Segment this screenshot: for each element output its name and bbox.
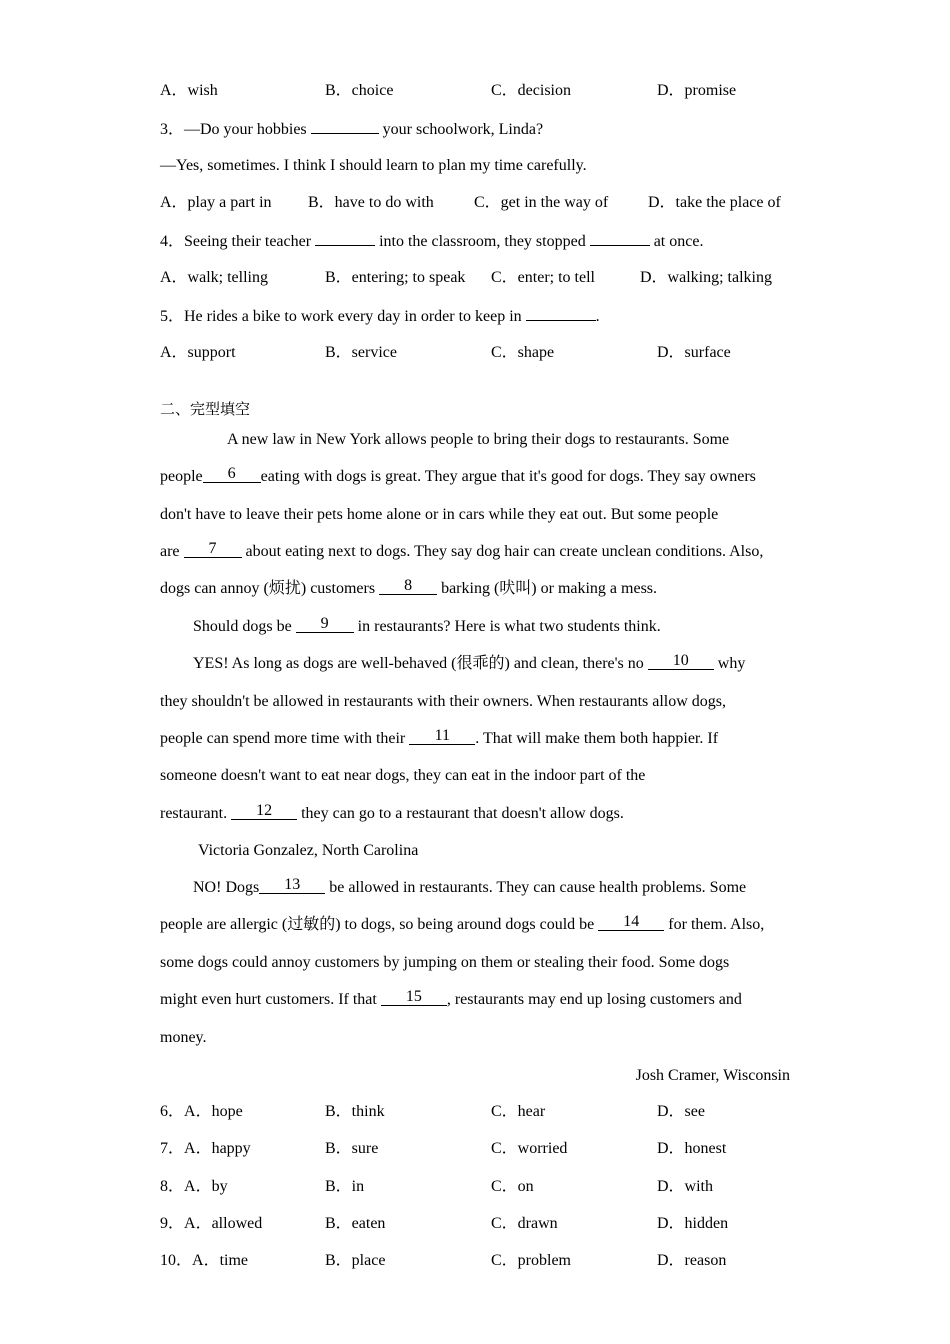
- passage-line-5: dogs can annoy (烦扰) customers 8 barking (吠叫) or making a mess.: [160, 577, 658, 597]
- q3-option-c: C．get in the way of: [474, 194, 609, 211]
- q5-blank: [526, 305, 596, 321]
- mc-6-option-b: B．think: [325, 1103, 385, 1120]
- blank-10: 10: [648, 654, 714, 670]
- q5-option-a: A．support: [160, 344, 236, 361]
- blank-12: 12: [231, 804, 297, 820]
- mc-8-option-d: D．with: [657, 1178, 714, 1195]
- mc-7-option-c: C．worried: [491, 1140, 568, 1157]
- blank-6: 6: [203, 467, 261, 483]
- q2-option-a: A．wish: [160, 82, 218, 99]
- q3-option-b: B．have to do with: [308, 194, 434, 211]
- q4-option-c: C．enter; to tell: [491, 269, 595, 286]
- q5-stem: 5．He rides a bike to work every day in order to keep in .: [160, 305, 600, 327]
- q4-option-d: D．walking; talking: [640, 269, 772, 286]
- q2-option-b: B．choice: [325, 82, 394, 99]
- mc-6-option-c: C．hear: [491, 1103, 546, 1120]
- q5-option-b: B．service: [325, 344, 397, 361]
- passage-line-12: NO! Dogs 13 be allowed in restaurants. They can cause health problems. Some: [193, 876, 747, 896]
- section-title: 二、完型填空: [160, 400, 251, 418]
- passage-line-6: Should dogs be 9 in restaurants? Here is what two students think.: [193, 615, 661, 635]
- q3-reply: —Yes, sometimes. I think I should learn to plan my time carefully.: [160, 157, 587, 174]
- mc-9-option-d: D．hidden: [657, 1215, 729, 1232]
- signature-victoria: Victoria Gonzalez, North Carolina: [198, 842, 419, 859]
- q2-option-d: D．promise: [657, 82, 737, 99]
- passage-line-7: YES! As long as dogs are well-behaved (很乖的) and clean, there's no 10 why: [193, 652, 746, 672]
- q4-blank-2: [590, 230, 650, 246]
- passage-line-15: might even hurt customers. If that 15 , restaurants may end up losing customers and: [160, 988, 742, 1008]
- q5-option-c: C．shape: [491, 344, 555, 361]
- mc-10-option-a: 10．A．time: [160, 1252, 249, 1269]
- passage-line-3: don't have to leave their pets home alone or in cars while they eat out. But some people: [160, 506, 719, 523]
- mc-10-option-c: C．problem: [491, 1252, 571, 1269]
- q3-blank: [311, 118, 379, 134]
- passage-line-10: someone doesn't want to eat near dogs, they can eat in the indoor part of the: [160, 767, 646, 784]
- blank-11: 11: [409, 729, 475, 745]
- q3-stem: 3．—Do your hobbies your schoolwork, Linda?: [160, 118, 543, 140]
- q5-option-d: D．surface: [657, 344, 731, 361]
- q4-blank-1: [315, 230, 375, 246]
- mc-8-option-a: 8．A．by: [160, 1178, 228, 1195]
- q4-option-a: A．walk; telling: [160, 269, 268, 286]
- blank-7: 7: [184, 542, 242, 558]
- mc-7-option-d: D．honest: [657, 1140, 727, 1157]
- mc-6-option-a: 6．A．hope: [160, 1103, 243, 1120]
- mc-10-option-d: D．reason: [657, 1252, 727, 1269]
- passage-line-11: restaurant. 12 they can go to a restaurant that doesn't allow dogs.: [160, 802, 624, 822]
- passage-line-13: people are allergic (过敏的) to dogs, so being around dogs could be 14 for them. Also,: [160, 913, 765, 933]
- mc-10-option-b: B．place: [325, 1252, 386, 1269]
- passage-line-14: some dogs could annoy customers by jumping on them or stealing their food. Some dogs: [160, 954, 730, 971]
- mc-8-option-c: C．on: [491, 1178, 534, 1195]
- blank-13: 13: [259, 878, 325, 894]
- passage-line-9: people can spend more time with their 11 . That will make them both happier. If: [160, 727, 719, 747]
- signature-josh: Josh Cramer, Wisconsin: [635, 1067, 790, 1084]
- passage-line-8: they shouldn't be allowed in restaurants with their owners. When restaurants allow dogs,: [160, 693, 727, 710]
- passage-line-1: A new law in New York allows people to bring their dogs to restaurants. Some: [227, 431, 730, 448]
- mc-7-option-b: B．sure: [325, 1140, 379, 1157]
- passage-line-16: money.: [160, 1029, 207, 1046]
- q4-stem: 4．Seeing their teacher into the classroom, they stopped at once.: [160, 230, 703, 252]
- q2-option-c: C．decision: [491, 82, 571, 99]
- q3-option-d: D．take the place of: [648, 194, 781, 211]
- passage-line-2: people 6 eating with dogs is great. They argue that it's good for dogs. They say owners: [160, 465, 756, 485]
- blank-8: 8: [379, 579, 437, 595]
- q3-option-a: A．play a part in: [160, 194, 272, 211]
- blank-14: 14: [598, 915, 664, 931]
- mc-9-option-a: 9．A．allowed: [160, 1215, 263, 1232]
- mc-9-option-b: B．eaten: [325, 1215, 386, 1232]
- q4-option-b: B．entering; to speak: [325, 269, 466, 286]
- blank-15: 15: [381, 990, 447, 1006]
- passage-line-4: are 7 about eating next to dogs. They say dog hair can create unclean conditions. Also,: [160, 540, 764, 560]
- mc-9-option-c: C．drawn: [491, 1215, 558, 1232]
- mc-7-option-a: 7．A．happy: [160, 1140, 251, 1157]
- blank-9: 9: [296, 617, 354, 633]
- mc-6-option-d: D．see: [657, 1103, 705, 1120]
- mc-8-option-b: B．in: [325, 1178, 365, 1195]
